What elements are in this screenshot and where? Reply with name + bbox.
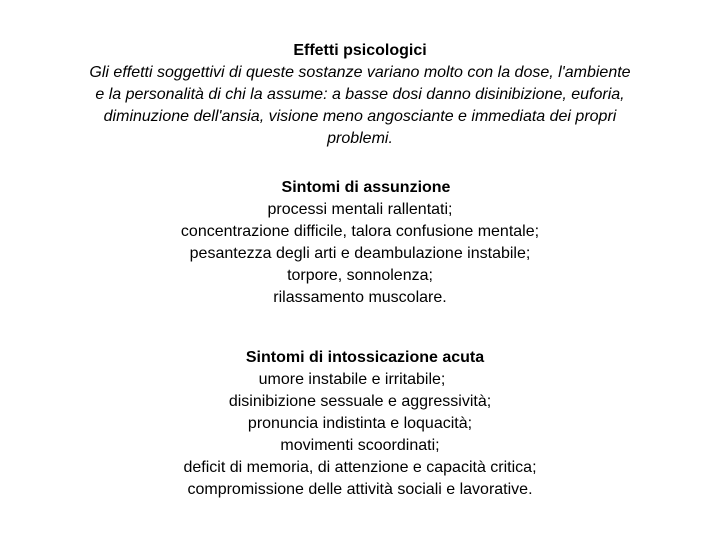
symptom-line: processi mentali rallentati; [267, 201, 453, 218]
paragraph-line: Gli effetti soggettivi di queste sostanze variano molto con la dose, l'ambiente [89, 64, 631, 81]
symptom-line: torpore, sonnolenza; [287, 267, 433, 284]
symptom-line: umore instabile e irritabile; [258, 371, 446, 388]
section-psychological-effects [0, 40, 720, 150]
symptom-line: pronuncia indistinta e loquacità; [247, 415, 473, 432]
section-title: Effetti psicologici [293, 42, 427, 59]
symptom-line: compromissione delle attività sociali e lavorative. [187, 481, 533, 498]
symptom-line: concentrazione difficile, talora confusione mentale; [180, 223, 540, 240]
symptom-line: rilassamento muscolare. [273, 289, 447, 306]
symptom-line: movimenti scoordinati; [280, 437, 440, 454]
section-title: Sintomi di assunzione [281, 179, 451, 196]
paragraph-line: e la personalità di chi la assume: a basse dosi danno disinibizione, euforia, [95, 86, 625, 103]
section-title: Sintomi di intossicazione acuta [245, 349, 485, 366]
symptom-line: pesantezza degli arti e deambulazione instabile; [189, 245, 531, 262]
section-intake-symptoms [0, 177, 720, 309]
symptom-line: disinibizione sessuale e aggressività; [228, 393, 492, 410]
symptom-line: deficit di memoria, di attenzione e capacità critica; [183, 459, 537, 476]
paragraph-line: problemi. [327, 130, 393, 147]
section-acute-intoxication-symptoms [0, 347, 720, 501]
paragraph-line: diminuzione dell'ansia, visione meno angosciante e immediata dei propri [103, 108, 617, 125]
